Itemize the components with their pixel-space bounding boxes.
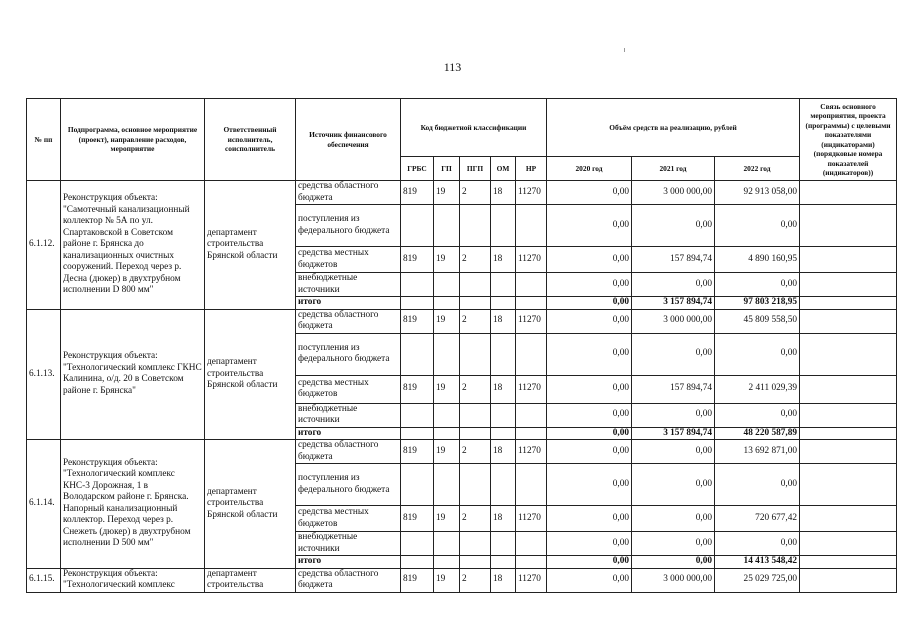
- code-cell-pgp: 2: [460, 506, 491, 532]
- amount-cell-y2022: 0,00: [715, 403, 800, 427]
- code-cell-om: 18: [491, 375, 516, 403]
- header-source: Источник финансового обеспечения: [296, 99, 401, 181]
- code-cell-om: [491, 403, 516, 427]
- code-cell-nr: 11270: [516, 309, 547, 333]
- amount-cell-y2020: 0,00: [547, 273, 632, 297]
- row-number: 6.1.15.: [27, 568, 61, 592]
- amount-cell-y2021: 0,00: [632, 506, 715, 532]
- budget-table-body: [27, 181, 897, 593]
- source-cell: итого: [296, 297, 401, 310]
- header-om: ОМ: [491, 157, 516, 181]
- code-cell-grbs: 819: [401, 440, 434, 464]
- indicator-link-cell: [800, 375, 897, 403]
- code-cell-grbs: 819: [401, 247, 434, 273]
- indicator-link-cell: [800, 403, 897, 427]
- code-cell-pgp: 2: [460, 247, 491, 273]
- code-cell-gp: 19: [434, 440, 460, 464]
- amount-cell-y2021: 0,00: [632, 273, 715, 297]
- source-cell: внебюджетные источники: [296, 532, 401, 556]
- amount-cell-y2021: 0,00: [632, 205, 715, 247]
- code-cell-om: 18: [491, 247, 516, 273]
- code-cell-grbs: 819: [401, 309, 434, 333]
- indicator-link-cell: [800, 297, 897, 310]
- amount-cell-y2022: 0,00: [715, 532, 800, 556]
- amount-cell-y2021: 3 000 000,00: [632, 309, 715, 333]
- header-gp: ГП: [434, 157, 460, 181]
- source-cell: средства областного бюджета: [296, 568, 401, 592]
- code-cell-pgp: [460, 532, 491, 556]
- code-cell-om: [491, 464, 516, 506]
- code-cell-gp: [434, 464, 460, 506]
- source-cell: итого: [296, 427, 401, 440]
- amount-cell-y2021: 157 894,74: [632, 247, 715, 273]
- row-responsible: департамент строительства Брянской области: [205, 440, 296, 569]
- code-cell-om: [491, 273, 516, 297]
- amount-cell-y2022: 14 413 548,42: [715, 556, 800, 569]
- amount-cell-y2021: 0,00: [632, 333, 715, 375]
- amount-cell-y2020: 0,00: [547, 464, 632, 506]
- indicator-link-cell: [800, 333, 897, 375]
- code-cell-pgp: [460, 464, 491, 506]
- source-cell: итого: [296, 556, 401, 569]
- amount-cell-y2020: 0,00: [547, 333, 632, 375]
- indicator-link-cell: [800, 427, 897, 440]
- code-cell-nr: [516, 205, 547, 247]
- table-row: [27, 309, 897, 333]
- amount-cell-y2020: 0,00: [547, 247, 632, 273]
- code-cell-om: [491, 532, 516, 556]
- amount-cell-y2021: 3 000 000,00: [632, 181, 715, 205]
- code-cell-nr: [516, 556, 547, 569]
- code-cell-gp: 19: [434, 506, 460, 532]
- indicator-link-cell: [800, 464, 897, 506]
- code-cell-grbs: 819: [401, 506, 434, 532]
- header-year-2021: 2021 год: [632, 157, 715, 181]
- source-cell: средства местных бюджетов: [296, 506, 401, 532]
- amount-cell-y2022: 2 411 029,39: [715, 375, 800, 403]
- table-row: [27, 568, 897, 592]
- code-cell-nr: 11270: [516, 181, 547, 205]
- header-year-2020: 2020 год: [547, 157, 632, 181]
- amount-cell-y2020: 0,00: [547, 403, 632, 427]
- source-cell: внебюджетные источники: [296, 273, 401, 297]
- header-num: № пп: [27, 99, 61, 181]
- code-cell-grbs: [401, 333, 434, 375]
- amount-cell-y2020: 0,00: [547, 297, 632, 310]
- code-cell-pgp: [460, 403, 491, 427]
- scan-mark: [624, 48, 625, 52]
- code-cell-om: 18: [491, 309, 516, 333]
- code-cell-gp: 19: [434, 309, 460, 333]
- code-cell-grbs: [401, 403, 434, 427]
- code-cell-pgp: [460, 297, 491, 310]
- amount-cell-y2021: 0,00: [632, 532, 715, 556]
- amount-cell-y2020: 0,00: [547, 205, 632, 247]
- amount-cell-y2020: 0,00: [547, 375, 632, 403]
- source-cell: средства областного бюджета: [296, 309, 401, 333]
- source-cell: поступления из федерального бюджета: [296, 464, 401, 506]
- code-cell-om: 18: [491, 506, 516, 532]
- header-volume: Объём средств на реализацию, рублей: [547, 99, 800, 157]
- code-cell-nr: [516, 464, 547, 506]
- indicator-link-cell: [800, 205, 897, 247]
- code-cell-gp: [434, 403, 460, 427]
- amount-cell-y2022: 0,00: [715, 205, 800, 247]
- row-number: 6.1.12.: [27, 181, 61, 310]
- amount-cell-y2021: 0,00: [632, 464, 715, 506]
- amount-cell-y2022: 0,00: [715, 333, 800, 375]
- code-cell-nr: 11270: [516, 375, 547, 403]
- code-cell-gp: [434, 297, 460, 310]
- code-cell-gp: 19: [434, 181, 460, 205]
- source-cell: средства областного бюджета: [296, 440, 401, 464]
- amount-cell-y2022: 720 677,42: [715, 506, 800, 532]
- code-cell-om: 18: [491, 181, 516, 205]
- source-cell: внебюджетные источники: [296, 403, 401, 427]
- row-number: 6.1.13.: [27, 309, 61, 440]
- header-budget-code: Код бюджетной классификации: [401, 99, 547, 157]
- code-cell-pgp: 2: [460, 309, 491, 333]
- code-cell-pgp: 2: [460, 181, 491, 205]
- amount-cell-y2022: 13 692 871,00: [715, 440, 800, 464]
- indicator-link-cell: [800, 440, 897, 464]
- code-cell-grbs: [401, 464, 434, 506]
- amount-cell-y2021: 0,00: [632, 403, 715, 427]
- code-cell-gp: 19: [434, 568, 460, 592]
- code-cell-gp: [434, 556, 460, 569]
- indicator-link-cell: [800, 309, 897, 333]
- code-cell-gp: 19: [434, 375, 460, 403]
- header-link: Связь основного мероприятия, проекта (программы) с целевыми показателями (индикаторами) (порядковые номера показателей (индикаторов)): [800, 99, 897, 181]
- code-cell-om: 18: [491, 440, 516, 464]
- code-cell-gp: [434, 273, 460, 297]
- code-cell-nr: 11270: [516, 506, 547, 532]
- code-cell-om: [491, 556, 516, 569]
- code-cell-om: [491, 427, 516, 440]
- code-cell-om: [491, 205, 516, 247]
- code-cell-grbs: [401, 556, 434, 569]
- amount-cell-y2020: 0,00: [547, 181, 632, 205]
- amount-cell-y2020: 0,00: [547, 506, 632, 532]
- indicator-link-cell: [800, 273, 897, 297]
- code-cell-pgp: [460, 427, 491, 440]
- row-responsible: департамент строительства Брянской области: [205, 181, 296, 310]
- amount-cell-y2021: 0,00: [632, 440, 715, 464]
- code-cell-nr: [516, 403, 547, 427]
- source-cell: средства местных бюджетов: [296, 375, 401, 403]
- source-cell: средства областного бюджета: [296, 181, 401, 205]
- code-cell-nr: [516, 297, 547, 310]
- header-program: Подпрограмма, основное мероприятие (проект), направление расходов, мероприятие: [61, 99, 205, 181]
- amount-cell-y2022: 92 913 058,00: [715, 181, 800, 205]
- row-responsible: департамент строительства: [205, 568, 296, 592]
- indicator-link-cell: [800, 181, 897, 205]
- code-cell-nr: [516, 532, 547, 556]
- amount-cell-y2022: 0,00: [715, 273, 800, 297]
- code-cell-pgp: [460, 556, 491, 569]
- code-cell-gp: [434, 205, 460, 247]
- code-cell-grbs: [401, 427, 434, 440]
- code-cell-nr: 11270: [516, 247, 547, 273]
- amount-cell-y2021: 157 894,74: [632, 375, 715, 403]
- code-cell-nr: [516, 333, 547, 375]
- code-cell-pgp: [460, 333, 491, 375]
- amount-cell-y2020: 0,00: [547, 556, 632, 569]
- indicator-link-cell: [800, 506, 897, 532]
- code-cell-gp: [434, 427, 460, 440]
- code-cell-pgp: [460, 273, 491, 297]
- indicator-link-cell: [800, 556, 897, 569]
- code-cell-pgp: 2: [460, 375, 491, 403]
- code-cell-nr: [516, 427, 547, 440]
- code-cell-om: [491, 297, 516, 310]
- indicator-link-cell: [800, 568, 897, 592]
- amount-cell-y2022: 25 029 725,00: [715, 568, 800, 592]
- budget-table: [26, 98, 897, 593]
- table-row: [27, 181, 897, 205]
- row-name: Реконструкция объекта: "Технологический комплекс ГКНС Калинина, о/д. 20 в Советском районе г. Брянска": [61, 309, 205, 440]
- code-cell-grbs: 819: [401, 375, 434, 403]
- code-cell-pgp: [460, 205, 491, 247]
- amount-cell-y2020: 0,00: [547, 532, 632, 556]
- amount-cell-y2022: 48 220 587,89: [715, 427, 800, 440]
- indicator-link-cell: [800, 247, 897, 273]
- code-cell-gp: 19: [434, 247, 460, 273]
- code-cell-grbs: [401, 273, 434, 297]
- code-cell-gp: [434, 333, 460, 375]
- source-cell: поступления из федерального бюджета: [296, 205, 401, 247]
- amount-cell-y2022: 0,00: [715, 464, 800, 506]
- amount-cell-y2021: 3 157 894,74: [632, 427, 715, 440]
- amount-cell-y2022: 4 890 160,95: [715, 247, 800, 273]
- amount-cell-y2021: 3 000 000,00: [632, 568, 715, 592]
- code-cell-grbs: [401, 205, 434, 247]
- amount-cell-y2022: 45 809 558,50: [715, 309, 800, 333]
- indicator-link-cell: [800, 532, 897, 556]
- code-cell-om: 18: [491, 568, 516, 592]
- source-cell: поступления из федерального бюджета: [296, 333, 401, 375]
- source-cell: средства местных бюджетов: [296, 247, 401, 273]
- code-cell-nr: 11270: [516, 568, 547, 592]
- code-cell-pgp: 2: [460, 440, 491, 464]
- header-grbs: ГРБС: [401, 157, 434, 181]
- amount-cell-y2022: 97 803 218,95: [715, 297, 800, 310]
- code-cell-gp: [434, 532, 460, 556]
- row-number: 6.1.14.: [27, 440, 61, 569]
- header-responsible: Ответственный исполнитель, соисполнитель: [205, 99, 296, 181]
- amount-cell-y2021: 3 157 894,74: [632, 297, 715, 310]
- amount-cell-y2020: 0,00: [547, 427, 632, 440]
- code-cell-om: [491, 333, 516, 375]
- code-cell-grbs: 819: [401, 568, 434, 592]
- code-cell-grbs: [401, 297, 434, 310]
- header-year-2022: 2022 год: [715, 157, 800, 181]
- code-cell-nr: [516, 273, 547, 297]
- page-number: 113: [443, 60, 462, 74]
- amount-cell-y2020: 0,00: [547, 440, 632, 464]
- header-nr: НР: [516, 157, 547, 181]
- row-name: Реконструкция объекта: "Технологический комплекс КНС-3 Дорожная, 1 в Володарском районе г. Брянска. Напорный канализационный коллектор. Переход через р. Снежеть (дюкер) в двухтрубном исполнении D 500 мм": [61, 440, 205, 569]
- row-name: Реконструкция объекта: "Самотечный канализационный коллектор № 5А по ул. Спартаковской в Советском районе г. Брянска до канализационных очистных сооружений. Переход через р. Десна (дюкер) в двухтрубном исполнении D 800 мм": [61, 181, 205, 310]
- code-cell-nr: 11270: [516, 440, 547, 464]
- code-cell-pgp: 2: [460, 568, 491, 592]
- row-name: Реконструкция объекта: "Технологический комплекс: [61, 568, 205, 592]
- header-pgp: ПГП: [460, 157, 491, 181]
- row-responsible: департамент строительства Брянской области: [205, 309, 296, 440]
- table-row: [27, 440, 897, 464]
- code-cell-grbs: 819: [401, 181, 434, 205]
- amount-cell-y2020: 0,00: [547, 309, 632, 333]
- amount-cell-y2020: 0,00: [547, 568, 632, 592]
- code-cell-grbs: [401, 532, 434, 556]
- amount-cell-y2021: 0,00: [632, 556, 715, 569]
